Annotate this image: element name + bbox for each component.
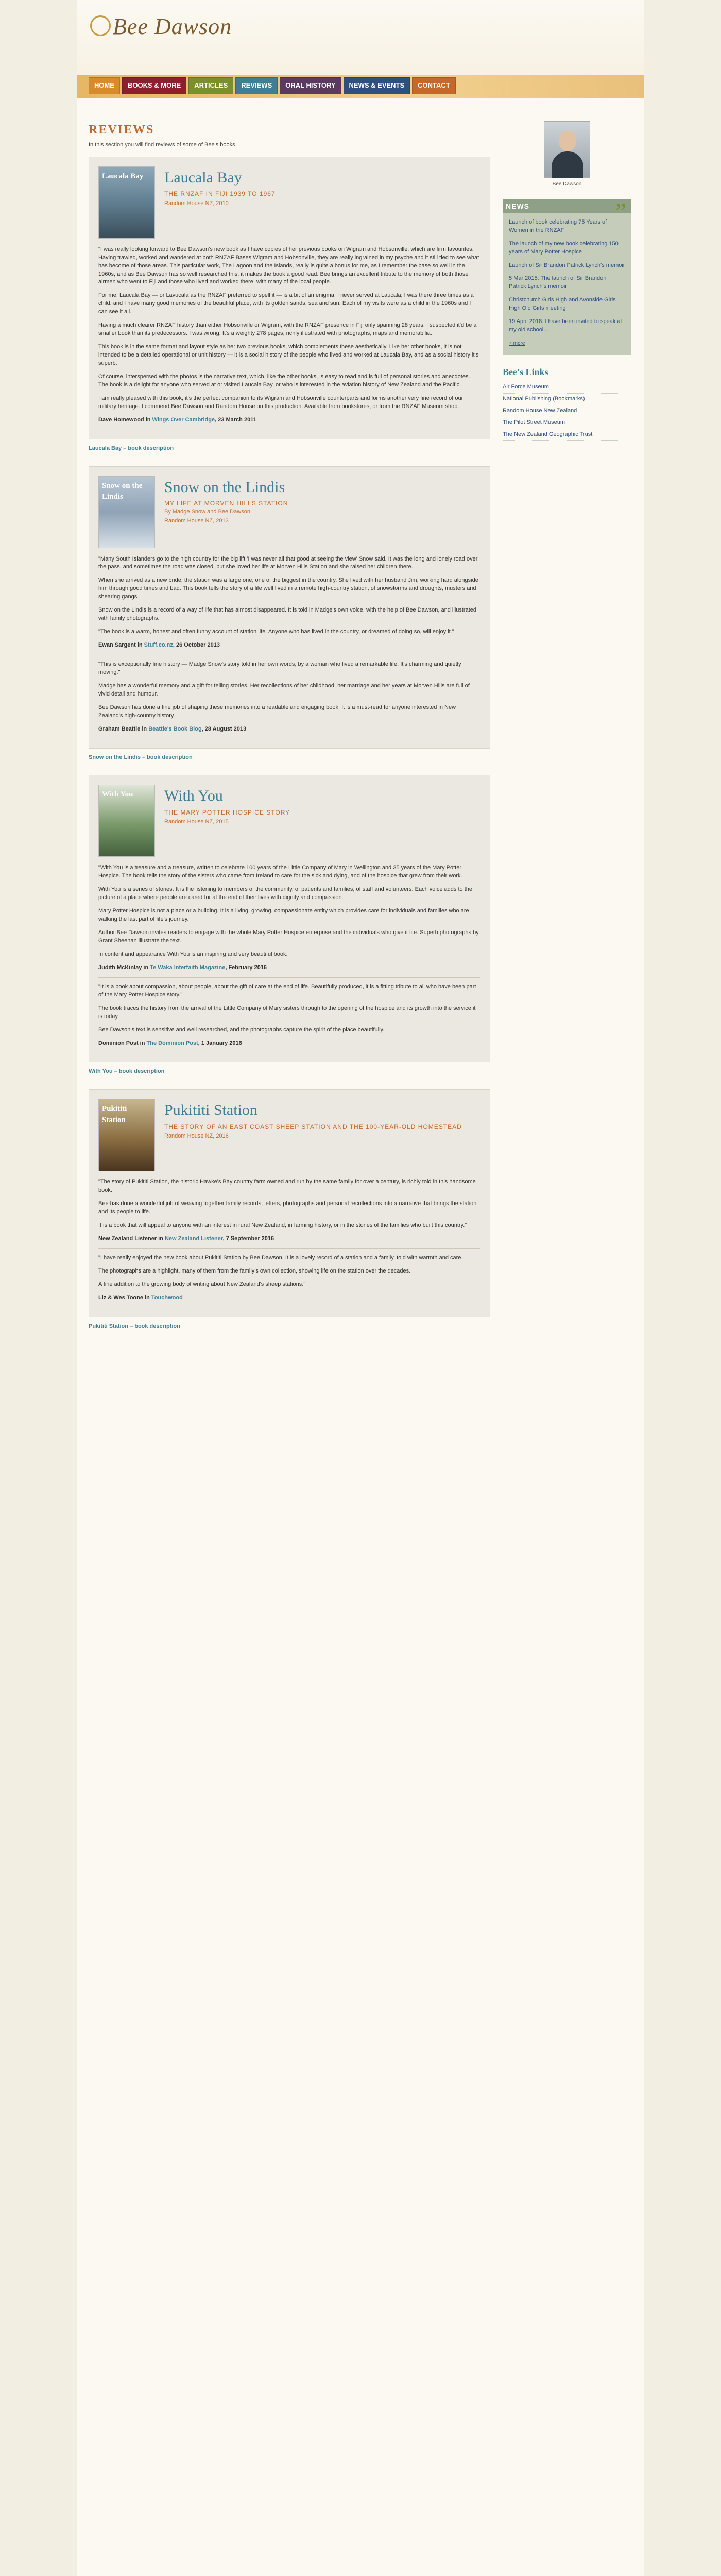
review-source-name: Dave Homewood: [98, 416, 144, 423]
review-paragraph: Bee Dawson has done a fine job of shaping these memories into a readable and engaging book. It is a must-read for anyone interested in New Zealand's high-country history.: [98, 704, 456, 719]
book-byline: By Madge Snow and Bee Dawson: [164, 509, 250, 515]
book-cover[interactable]: [98, 166, 155, 239]
review-paragraph: The book traces the history from the arrival of the Little Company of Mary sisters through to the opening of the hospice and its growth into the service it is today.: [98, 1005, 476, 1020]
news-link[interactable]: Christchurch Girls High and Avonside Girls High Old Girls meeting: [509, 297, 616, 312]
book-description-link[interactable]: With You – book description: [89, 1068, 165, 1075]
nav-home[interactable]: HOME: [89, 77, 120, 94]
review-paragraph: The photographs are a highlight, many of them from the family's own collection, showing life on the station over the decades.: [98, 1267, 411, 1274]
nav-articles[interactable]: ARTICLES: [188, 77, 233, 94]
book-title: Pukititi Station: [164, 1101, 258, 1119]
nav-books-more[interactable]: BOOKS & MORE: [122, 77, 186, 94]
review-source: New Zealand Listener in New Zealand Listener, 7 September 2016: [98, 1235, 274, 1242]
review-source-date: 1 January 2016: [201, 1040, 242, 1046]
book-cover[interactable]: [98, 1099, 155, 1171]
review-block: [89, 157, 490, 439]
review-source-date: February 2016: [228, 964, 267, 971]
review-source: Judith McKinlay in Te Waka Interfaith Magazine, February 2016: [98, 964, 267, 971]
link-item[interactable]: National Publishing (Bookmarks): [503, 394, 631, 405]
book-description-link[interactable]: Pukititi Station – book description: [89, 1323, 180, 1329]
review-heading: [164, 1099, 462, 1171]
review-paragraph: "I was really looking forward to Bee Dawson's new book as I have copies of her previous books on Wigram and Hobsonville, which are firm favourites. Having trawled, worked and wandered at both RNZAF Bases Wigram and Hobsonville, they are really ingrained in my psyche and it still tied to see what has become of those areas. This particular work, The Lagoon and the Islands, really is quite a bonus for me, as I remember the base so well in the 1960s, and as Bee Dawson has so well researched this, it makes the book a good read. Bee brings an excellent tribute to the memory of both those airmen who went to Fiji and those who lived and worked there, with many of the local people.: [98, 246, 479, 285]
book-publisher: Random House NZ, 2016: [164, 1133, 229, 1140]
page-title: REVIEWS: [89, 123, 154, 137]
review-source: Liz & Wes Toone in Touchwood: [98, 1294, 183, 1301]
review-paragraph: "This is exceptionally fine history — Madge Snow's story told in her own words, by a woman who lived a remarkable life. It's charming and quietly moving.": [98, 660, 461, 675]
author-body: [552, 151, 583, 178]
link-item[interactable]: The Pilot Street Museum: [503, 417, 631, 429]
review-paragraph: In content and appearance With You is an inspiring and very beautiful book.": [98, 951, 290, 957]
book-title: Laucala Bay: [164, 168, 242, 186]
news-item: [509, 275, 625, 291]
review-header: [98, 166, 480, 239]
links-box: [503, 365, 631, 441]
book-publisher: Random House NZ, 2013: [164, 518, 229, 524]
cover-title: Snow on the Lindis: [102, 481, 143, 501]
review-source-name: Judith McKinlay: [98, 964, 142, 971]
review-divider: [98, 1248, 480, 1249]
review-paragraph: When she arrived as a new bride, the station was a large one, one of the biggest in the country. She lived with her husband Jim, working hard alongside him through good times and bad. This book tells the story of a life well lived in a remote high-country station, of snowstorms and droughts, musters and shearing gangs.: [98, 577, 478, 600]
review-header: [98, 785, 480, 857]
book-title: With You: [164, 787, 223, 805]
cover-title: Pukititi Station: [102, 1105, 127, 1125]
news-item: [509, 296, 625, 313]
review-source: Ewan Sargent in Stuff.co.nz, 26 October 2013: [98, 642, 220, 649]
link-item[interactable]: The New Zealand Geographic Trust: [503, 429, 631, 441]
site-logo[interactable]: [90, 10, 232, 43]
nav-contact[interactable]: CONTACT: [412, 77, 456, 94]
review-header: [98, 476, 480, 548]
news-link[interactable]: 19 April 2018: I have been invited to speak at my old school...: [509, 318, 622, 333]
quote-mark-icon: ”: [615, 198, 626, 226]
news-more-link[interactable]: + more: [509, 341, 525, 347]
review-source-publication[interactable]: Touchwood: [151, 1294, 183, 1301]
review-heading: [164, 785, 290, 857]
review-block: [89, 466, 490, 749]
review-paragraph: Having a much clearer RNZAF history than either Hobsonville or Wigram, with the RNZAF presence in Fiji only spanning 28 years, I suspected it'd be a smaller book than its predecessors. I was wrong. It's a weighty 278 pages, richly illustrated with photographs, maps and memorabilia.: [98, 322, 477, 337]
review-block: [89, 775, 490, 1062]
review-paragraph: I am really pleased with this book, it's the perfect companion to its Wigram and Hobsonville counterparts and forms another very fine record of our military heritage. I commend Bee Dawson and Random House on this production. Available from bookstores, or from the RNZAF Museum shop.: [98, 395, 464, 410]
links-heading: Bee's Links: [503, 367, 548, 378]
review-paragraph: "The book is a warm, honest and often funny account of station life. Anyone who has lived in the country, or dreamed of doing so, will enjoy it.": [98, 629, 454, 635]
review-source-name: Liz & Wes Toone: [98, 1294, 143, 1301]
book-cover[interactable]: [98, 476, 155, 548]
review-source-publication[interactable]: New Zealand Listener: [164, 1235, 223, 1242]
review-paragraph: "With You is a treasure and a treasure, written to celebrate 100 years of the Little Company of Mary in Wellington and 35 years of the Mary Potter Hospice. The book tells the story of the sisters who came from Ireland to care for the sick and dying, and of the hospice that grew from their work.: [98, 865, 462, 879]
review-paragraph: "It is a book about compassion, about people, about the gift of care at the end of life. Beautifully produced, it is a fitting tribute to all who have been part of the Mary Potter Hospice story.": [98, 983, 476, 998]
main-nav: [89, 77, 456, 94]
nav-oral-history[interactable]: ORAL HISTORY: [280, 77, 341, 94]
review-paragraph: Of course, interspersed with the photos is the narrative text, which, like the other books, is easy to read and is full of personal stories and anecdotes. The book is a delight for anyone who served at or visited Laucala Bay, or who is interested in the aviation history of New Zealand and the Pacific.: [98, 373, 470, 388]
review-paragraph: Snow on the Lindis is a record of a way of life that has almost disappeared. It is told in Madge's own voice, with the help of Bee Dawson, and illustrated with family photographs.: [98, 607, 477, 622]
review-source-publication[interactable]: Wings Over Cambridge: [152, 416, 215, 423]
news-link[interactable]: 5 Mar 2015: The launch of Sir Brandon Patrick Lynch's memoir: [509, 275, 607, 290]
review-source-date: 7 September 2016: [226, 1235, 274, 1242]
book-subtitle: MY LIFE AT MORVEN HILLS STATION: [164, 500, 288, 507]
news-heading: NEWS: [503, 199, 631, 213]
book-title: Snow on the Lindis: [164, 478, 285, 496]
page: [77, 0, 644, 2576]
news-link[interactable]: Launch of book celebrating 75 Years of Women in the RNZAF: [509, 218, 607, 233]
review-source-publication[interactable]: Beattie's Book Blog: [148, 725, 202, 732]
review-paragraph: Mary Potter Hospice is not a place or a building. It is a living, growing, compassionate entity which provides care for individuals and families who are walking the last part of life's journey.: [98, 908, 469, 923]
review-block: [89, 1089, 490, 1317]
review-source: Graham Beattie in Beattie's Book Blog, 28 August 2013: [98, 725, 247, 732]
book-publisher: Random House NZ, 2015: [164, 819, 229, 825]
book-publisher: Random House NZ, 2010: [164, 200, 229, 207]
review-heading: [164, 476, 288, 548]
review-paragraph: It is a book that will appeal to anyone with an interest in rural New Zealand, in farming history, or in the stories of the families who built this country.": [98, 1222, 467, 1229]
content: [77, 100, 644, 1344]
review-paragraph: With You is a series of stories. It is the listening to members of the community, of patients and families, of staff and volunteers. Each voice adds to the picture of a place where people are cared for at the end of their lives with dignity and compassion.: [98, 886, 472, 901]
review-paragraph: "Many South Islanders go to the high country for the big lift 'I was never all that good at seeing the view' Snow said. It was the long and lonely road over the pass, and sometimes the road was closed, but she loved her life at Morven Hills Station and she raised her children there.: [98, 555, 478, 570]
book-description-link[interactable]: Laucala Bay – book description: [89, 445, 174, 451]
review-paragraph: Madge has a wonderful memory and a gift for telling stories. Her recollections of her childhood, her marriage and her years at Morven Hills are full of vivid detail and humour.: [98, 682, 470, 697]
review-source-name: Graham Beattie: [98, 725, 141, 732]
author-photo: [544, 121, 590, 178]
masthead: [77, 0, 644, 80]
review-source-publication[interactable]: Stuff.co.nz: [144, 642, 173, 649]
review-source: Dominion Post in The Dominion Post, 1 January 2016: [98, 1040, 242, 1046]
cover-title: With You: [102, 790, 133, 799]
review-source-date: 28 August 2013: [204, 725, 247, 732]
review-source-date: 26 October 2013: [176, 642, 220, 649]
review-paragraph: This book is in the same format and layout style as her two previous books, which complements these aesthetically. Like her other books, it is not intended to be a detailed operational or unit history — it is a social history of the people who lived and worked at Laucala Bay, and as a social history it's superb.: [98, 344, 479, 366]
review-source: Dave Homewood in Wings Over Cambridge, 23 March 2011: [98, 416, 256, 423]
nav-news-events[interactable]: NEWS & EVENTS: [344, 77, 410, 94]
book-subtitle: THE STORY OF AN EAST COAST SHEEP STATION AND THE 100-YEAR-OLD HOMESTEAD: [164, 1123, 462, 1130]
news-link[interactable]: The launch of my new book celebrating 150 years of Mary Potter Hospice: [509, 240, 619, 255]
book-cover[interactable]: [98, 785, 155, 857]
review-heading: [164, 166, 276, 239]
book-subtitle: THE RNZAF IN FIJI 1939 TO 1967: [164, 190, 276, 198]
author-caption: Bee Dawson: [552, 181, 582, 187]
author-face: [559, 131, 576, 151]
review-divider: [98, 977, 480, 978]
news-box: [503, 199, 631, 355]
news-link[interactable]: Launch of Sir Brandon Patrick Lynch's memoir: [509, 262, 625, 268]
news-item: [509, 218, 625, 235]
logo-text: Bee Dawson: [113, 14, 232, 39]
page-intro: In this section you will find reviews of some of Bee's books.: [89, 141, 237, 148]
logo-ring-icon: [90, 15, 111, 36]
review-source-date: 23 March 2011: [218, 416, 256, 423]
review-source-name: New Zealand Listener: [98, 1235, 157, 1242]
review-source-name: Ewan Sargent: [98, 642, 136, 649]
review-source-name: Dominion Post: [98, 1040, 139, 1046]
book-subtitle: THE MARY POTTER HOSPICE STORY: [164, 808, 290, 816]
review-paragraph: A fine addition to the growing body of writing about New Zealand's sheep stations.": [98, 1281, 306, 1287]
review-paragraph: Bee has done a wonderful job of weaving together family records, letters, photographs and personal recollections into a narrative that brings the station and its people to life.: [98, 1200, 477, 1215]
review-paragraph: For me, Laucala Bay — or Lavucala as the RNZAF preferred to spell it — is a bit of an enigma. I never served at Laucala; I was there three times as a child, and I have many good memories of the beautiful place, with its golden sands, sea and sun. Each of my visits were as a child in the 1960s and I can see it all.: [98, 292, 474, 315]
cover-title: Laucala Bay: [102, 172, 144, 180]
news-item: [509, 262, 625, 270]
review-paragraph: "The story of Pukititi Station, the historic Hawke's Bay country farm owned and run by the same family for over a century, is richly told in this handsome book.: [98, 1179, 476, 1194]
review-source-publication[interactable]: Te Waka Interfaith Magazine: [150, 964, 226, 971]
review-source-publication[interactable]: The Dominion Post: [146, 1040, 198, 1046]
book-description-link[interactable]: Snow on the Lindis – book description: [89, 754, 193, 760]
nav-reviews[interactable]: REVIEWS: [235, 77, 278, 94]
link-item[interactable]: Air Force Museum: [503, 382, 631, 394]
news-item: [509, 318, 625, 334]
news-item: [509, 240, 625, 257]
sidebar: [503, 121, 631, 1344]
review-paragraph: "I have really enjoyed the new book about Pukititi Station by Bee Dawson. It is a lovely record of a station and a family, told with warmth and care.: [98, 1255, 463, 1261]
reviews-list: [89, 157, 490, 1331]
main-column: [89, 121, 490, 1344]
review-paragraph: Author Bee Dawson invites readers to engage with the whole Mary Potter Hospice enterprise and the individuals who give it life. Superb photographs by Grant Sheehan illustrate the text.: [98, 929, 479, 944]
link-item[interactable]: Random House New Zealand: [503, 405, 631, 417]
review-paragraph: Bee Dawson's text is sensitive and well researched, and the photographs capture the spirit of the place beautifully.: [98, 1026, 385, 1033]
review-header: [98, 1099, 480, 1171]
